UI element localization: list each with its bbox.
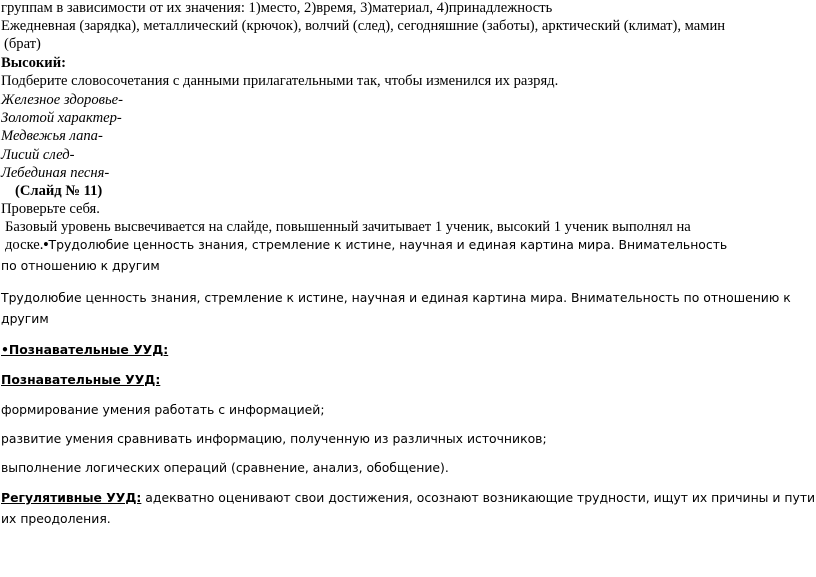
values-text-end: по отношению к другим [1, 258, 160, 273]
values-paragraph: Трудолюбие ценность знания, стремление к истине, научная и единая картина мира. Внимательность по отношению к [1, 290, 791, 305]
cognitive-item: выполнение логических операций (сравнение, анализ, обобщение). [1, 460, 449, 475]
cognitive-item: формирование умения работать с информацией; [1, 402, 325, 417]
regulative-text-end: их преодоления. [1, 511, 111, 526]
bullet-mark: • [43, 237, 49, 253]
intro-line: группам в зависимости от их значения: 1)место, 2)время, 3)материал, 4)принадлежность [1, 0, 553, 16]
phrase-item: Лисий след- [1, 147, 75, 163]
regulative-line [1, 489, 815, 507]
values-text: Трудолюбие ценность знания, стремление к истине, научная и единая картина мира. Внимательность [48, 237, 728, 252]
phrase-item: Золотой характер- [1, 110, 122, 126]
cognitive-heading-bulleted: •Познавательные УУД: [1, 342, 169, 357]
cognitive-heading: Познавательные УУД: [1, 372, 161, 387]
check-text: Проверьте себя. [1, 201, 100, 217]
regulative-label: Регулятивные УУД: [1, 490, 142, 505]
board-values-line [5, 236, 727, 254]
phrase-item: Медвежья лапа- [1, 128, 103, 144]
phrase-item: Железное здоровье- [1, 92, 123, 108]
regulative-text: адекватно оценивают свои достижения, осознают возникающие трудности, ищут их причины и пути [141, 490, 816, 505]
examples-line-continuation: (брат) [4, 36, 41, 52]
phrase-item: Лебединая песня- [1, 165, 110, 181]
slide-reference: (Слайд № 11) [15, 183, 103, 199]
task-text: Подберите словосочетания с данными прилагательными так, чтобы изменился их разряд. [1, 73, 559, 89]
level-high-heading: Высокий: [1, 55, 66, 71]
values-paragraph-end: другим [1, 311, 49, 326]
examples-line: Ежедневная (зарядка), металлический (крючок), волчий (след), сегодняшние (заботы), арктический (климат), мамин [1, 18, 726, 34]
base-level-text: Базовый уровень высвечивается на слайде, повышенный зачитывает 1 ученик, высокий 1 ученик выполнял на [5, 219, 691, 235]
cognitive-item: развитие умения сравнивать информацию, полученную из различных источников; [1, 431, 547, 446]
board-word: доске. [5, 237, 44, 253]
